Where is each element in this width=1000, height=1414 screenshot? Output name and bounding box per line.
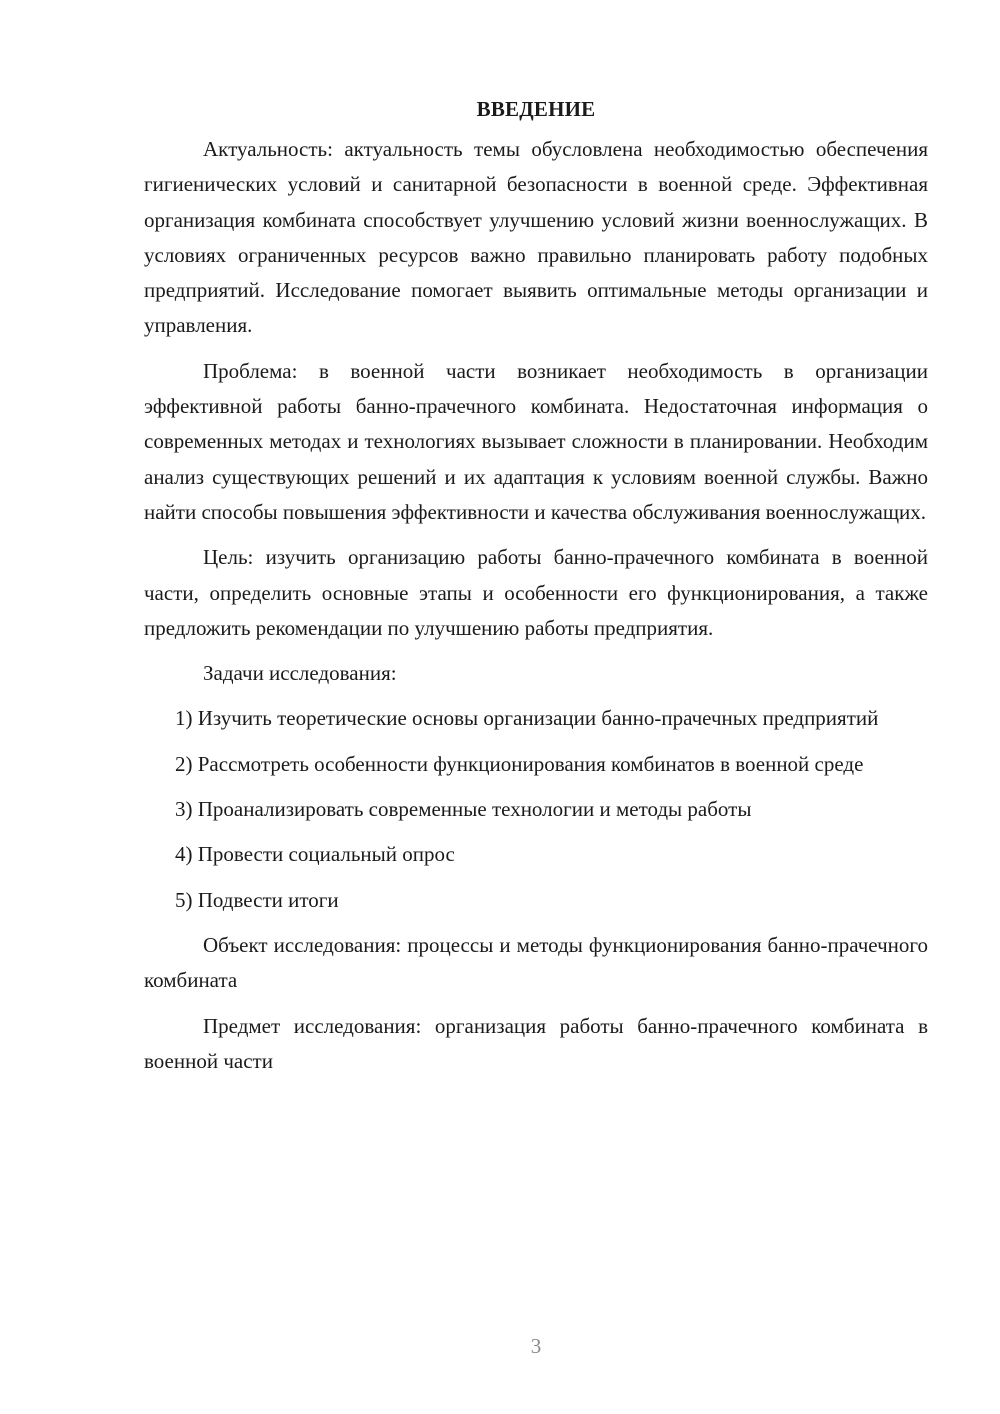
- task-item: 5) Подвести итоги: [175, 887, 339, 912]
- paragraph-object: Объект исследования: процессы и методы функционирования банно-прачечного комбината: [144, 932, 928, 993]
- task-item: 1) Изучить теоретические основы организации банно-прачечных предприятий: [175, 706, 879, 731]
- document-page: [144, 92, 928, 1089]
- paragraph-subject: Предмет исследования: организация работы банно-прачечного комбината в военной части: [144, 1013, 928, 1073]
- paragraph-relevance: Актуальность: актуальность темы обусловлена необходимостью обеспечения гигиенических условий и санитарной безопасности в военной среде. Эффективная организация комбината способствует улучшению условий жизни военнослужащих. В условиях ограниченных ресурсов важно правильно планировать работу подобных предприятий. Исследование помогает выявить оптимальные методы организации и управления.: [144, 137, 928, 338]
- page-number: 3: [530, 1334, 542, 1358]
- task-item: 4) Провести социальный опрос: [175, 842, 455, 867]
- paragraph-problem: Проблема: в военной части возникает необходимость в организации эффективной работы банно-прачечного комбината. Недостаточная информация о современных методах и технологиях вызывает сложности в планировании. Необходим анализ существующих решений и их адаптация к условиям военной службы. Важно найти способы повышения эффективности и качества обслуживания военнослужащих.: [144, 358, 928, 524]
- section-heading: ВВЕДЕНИЕ: [476, 97, 596, 121]
- task-item: 3) Проанализировать современные технологии и методы работы: [175, 797, 752, 822]
- task-item: 2) Рассмотреть особенности функционирования комбинатов в военной среде: [175, 751, 864, 776]
- paragraph-goal: Цель: изучить организацию работы банно-прачечного комбината в военной части, определить основные этапы и особенности его функционирования, а также предложить рекомендации по улучшению работы предприятия.: [144, 545, 928, 640]
- tasks-heading: Задачи исследования:: [203, 661, 397, 686]
